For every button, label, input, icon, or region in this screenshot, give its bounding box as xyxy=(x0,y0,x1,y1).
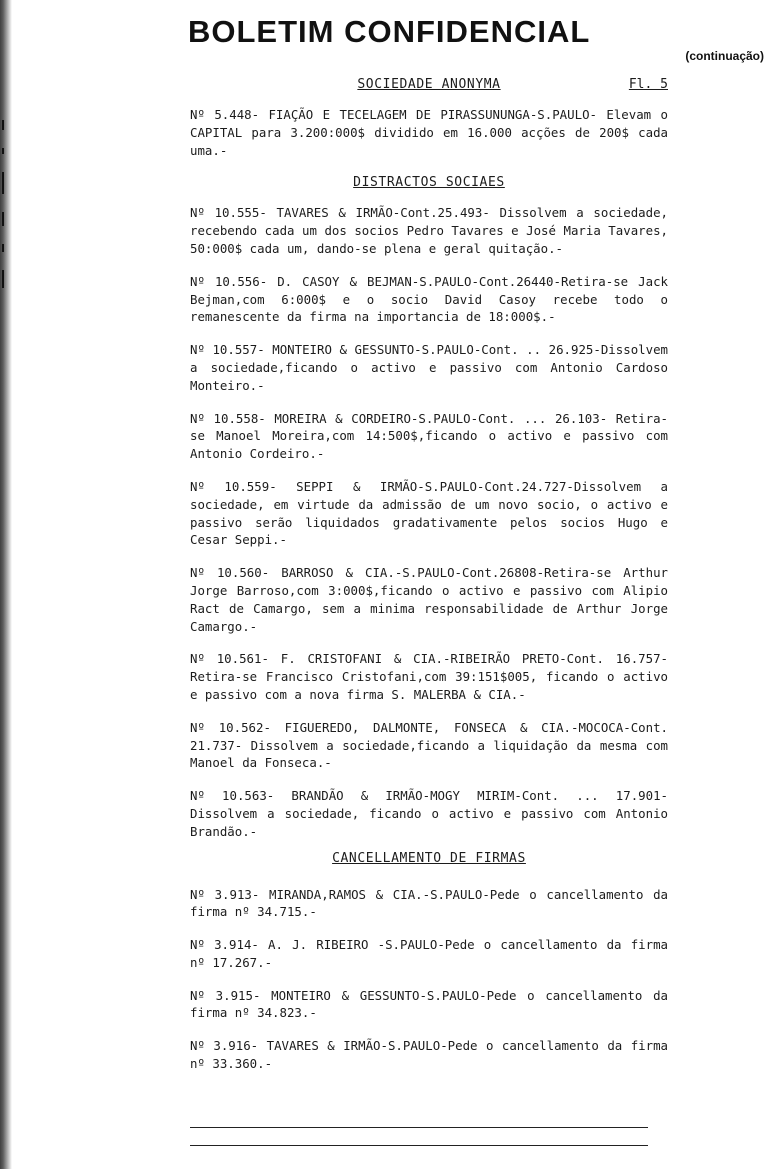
section-header-distractos-sociaes xyxy=(190,174,668,194)
entry-3913: Nº 3.913- MIRANDA,RAMOS & CIA.-S.PAULO-Pede o cancellamento da firma nº 34.715.- xyxy=(190,886,668,920)
entry-10561: Nº 10.561- F. CRISTOFANI & CIA.-RIBEIRÃO PRETO-Cont. 16.757- Retira-se Francisco Cristofani,com 39:151$005, ficando o activo e passivo com a nova firma S. MALERBA & CIA.- xyxy=(190,651,668,702)
continuation-label: (continuação) xyxy=(685,49,764,63)
section-title: CANCELLAMENTO DE FIRMAS xyxy=(332,850,526,866)
entry-10560: Nº 10.560- BARROSO & CIA.-S.PAULO-Cont.26808-Retira-se Arthur Jorge Barroso,com 3:000$,ficando o activo e passivo com Alipio Ract de Camargo, sem a minima responsabilidade de Arthur Jorge Camargo.- xyxy=(190,565,668,634)
entry-3915: Nº 3.915- MONTEIRO & GESSUNTO-S.PAULO-Pede o cancellamento da firma nº 34.823.- xyxy=(190,987,668,1021)
entry-3916: Nº 3.916- TAVARES & IRMÃO-S.PAULO-Pede o cancellamento da firma nº 33.360.- xyxy=(190,1038,668,1072)
entry-5448: Nº 5.448- FIAÇÃO E TECELAGEM DE PIRASSUNUNGA-S.PAULO- Elevam o CAPITAL para 3.200:000$ dividido em 16.000 acções de 200$ cada uma.- xyxy=(190,107,668,158)
section-header-sociedade-anonyma xyxy=(190,76,668,96)
closing-rule-top xyxy=(190,1127,648,1128)
entry-10558: Nº 10.558- MOREIRA & CORDEIRO-S.PAULO-Cont. ... 26.103- Retira-se Manoel Moreira,com 14:500$,ficando o activo e passivo com Antonio Cordeiro.- xyxy=(190,410,668,462)
entry-10559: Nº 10.559- SEPPI & IRMÃO-S.PAULO-Cont.24.727-Dissolvem a sociedade, em virtude da admissão de um novo socio, o activo e passivo serão liquidados gradativamente pelos socios Hugo e Cesar Seppi.- xyxy=(190,478,668,548)
entry-10555: Nº 10.555- TAVARES & IRMÃO-Cont.25.493- Dissolvem a sociedade, recebendo cada um dos socios Pedro Tavares e José Maria Tavares, 50:000$ cada um, dando-se plena e geral quitação.- xyxy=(190,205,668,256)
section-header-cancellamento-de-firmas xyxy=(190,850,668,870)
bulletin-body xyxy=(190,76,668,1082)
entry-3914: Nº 3.914- A. J. RIBEIRO -S.PAULO-Pede o cancellamento da firma nº 17.267.- xyxy=(190,937,668,970)
entry-10563: Nº 10.563- BRANDÃO & IRMÃO-MOGY MIRIM-Cont. ... 17.901- Dissolvem a sociedade, ficando o activo e passivo com Antonio Brandão.- xyxy=(190,788,668,839)
bulletin-title: BOLETIM CONFIDENCIAL xyxy=(188,14,591,49)
section-title: DISTRACTOS SOCIAES xyxy=(353,175,505,191)
entry-10556: Nº 10.556- D. CASOY & BEJMAN-S.PAULO-Cont.26440-Retira-se Jack Bejman,com 6:000$ e o socio David Casoy recebe todo o remanescente da firma na importancia de 18:000$.- xyxy=(190,273,668,325)
closing-rule-bottom xyxy=(190,1145,648,1146)
entry-10562: Nº 10.562- FIGUEREDO, DALMONTE, FONSECA & CIA.-MOCOCA-Cont. 21.737- Dissolvem a sociedade,ficando a liquidação da mesma com Manoel da Fonseca.- xyxy=(190,719,668,771)
folio-number: Fl. 5 xyxy=(628,77,668,92)
entry-10557: Nº 10.557- MONTEIRO & GESSUNTO-S.PAULO-Cont. .. 26.925-Dissolvem a sociedade,ficando o activo e passivo com Antonio Cardoso Monteiro.- xyxy=(190,342,668,393)
margin-marks xyxy=(2,120,10,520)
section-title: SOCIEDADE ANONYMA xyxy=(357,77,501,92)
